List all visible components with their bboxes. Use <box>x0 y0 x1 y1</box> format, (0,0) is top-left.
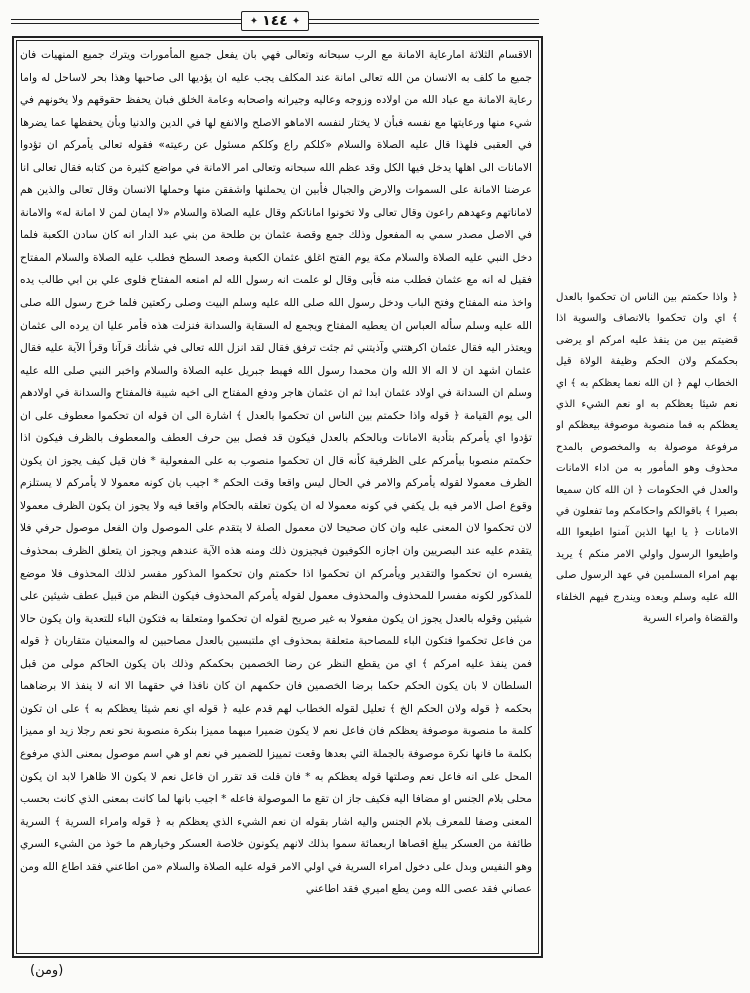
main-commentary-text <box>20 44 532 946</box>
header-rule-left <box>11 19 241 24</box>
page-number: ١٤٤ <box>262 13 288 29</box>
page-header <box>0 8 550 34</box>
header-rule-right <box>309 19 539 24</box>
margin-paragraph: ﴿ واذا حكمتم بين الناس ان تحكموا بالعدل ﴾ اي وان تحكموا بالانصاف والسوية اذا قضيتم بين من ينفذ عليه امركم او يرضى بحكمكم ولان الحكم وظيفة الولاة قيل الخطاب لهم ﴿ ان الله نعما يعظكم به ﴾ اي نعم شيئا يعظكم به او نعم الشيء الذي يعظكم به فما منصوبة موصوفة بيعظكم او مرفوعة موصولة به والمخصوص بالمدح محذوف وهو المأمور به من اداء الامانات والعدل في الحكومات ﴿ ان الله كان سميعا بصيرا ﴾ باقوالكم واحكامكم وما تفعلون في الامانات ﴿ يا ايها الذين آمنوا اطيعوا الله واطيعوا الرسول واولي الامر منكم ﴾ يريد بهم امراء المسلمين في عهد الرسول صلى الله عليه وسلم وبعده ويندرج فيهم الخلفاء والقضاة وامراء السرية <box>556 292 738 625</box>
main-paragraph: الاقسام الثلاثة امارعاية الامانة مع الرب سبحانه وتعالى فهي بان يفعل جميع المأمورات ويترك جميع المنهيات فان جميع ما كلف به الانسان من الله تعالى امانة عند المكلف يجب عليه ان يؤديها الى صاحبها وهذا بحر لاساحل له واما رعاية الامانة مع عباد الله من اولاده وزوجه وعاليه وجيرانه واصحابه وعامة الخلق فبان يحفظ حقوقهم ولا يخونهم في شيء منها ورعايتها مع نفسه فبأن لا يختار لنفسه الاماهو الاصلح والانفع لها في الدين والدنيا وبأن يحفظها عما يضرها في العقبى فلهذا قال عليه الصلاة والسلام «كلكم راع وكلكم مسئول عن رعيته» فقوله تعالى يأمركم ان تؤدوا الامانات الى اهلها يدخل فيها الكل وقد عظم الله سبحانه وتعالى امر الامانة في مواضع كثيرة من كتابه فقال تعالى انا عرضنا الامانة على السموات والارض والجبال فأبين ان يحملنها واشفقن منها وحملها الانسان وقال تعالى والذين هم لاماناتهم وعهدهم راعون وقال تعالى ولا تخونوا اماناتكم وقال عليه الصلاة والسلام «لا ايمان لمن لا امانة له» والامانة في الاصل مصدر سمي به المفعول وذلك جمع وقصة عثمان بن طلحة من بني عبد الدار انه كان سادن الكعبة فلما دخل النبي عليه الصلاة والسلام مكة يوم الفتح اغلق عثمان الكعبة وصعد السطح فطلب عليه الصلاة والسلام المفتاح فقيل له انه مع عثمان فطلب منه فأبى وقال لو علمت انه رسول الله لم امنعه المفتاح فلوى علي بن ابي طالب يده واخذ منه المفتاح وفتح الباب ودخل رسول الله صلى الله عليه وسلم البيت وصلى ركعتين فلما خرج رسول الله صلى الله عليه وسلم سأله العباس ان يعطيه المفتاح ويجمع له السقاية والسدانة فنزلت هذه فأمر عليا ان يرده الى عثمان ويعتذر اليه فقال عثمان اكرهتني وآذيتني ثم جئت ترفق فقال لقد انزل الله تعالى في شأنك قرآنا وقرأ الآية عليه فقال عثمان اشهد ان لا اله الا الله وان محمدا رسول الله فهبط جبريل عليه الصلاة والسلام واخبر النبي صلى الله عليه وسلم ان السدانة في اولاد عثمان ابدا ثم ان عثمان هاجر ودفع المفتاح الى اخيه شيبة فالمفتاح والسدانة في اولادهم الى يوم القيامة ﴿ قوله واذا حكمتم بين الناس ان تحكموا بالعدل ﴾ اشارة الى ان قوله ان تحكموا معطوف على ان تؤدوا اي يأمركم بتأدية الامانات وبالحكم بالعدل فيكون قد فصل بين حرف العطف والمعطوف بالظرف فيكون اذا حكمتم منصوبا بيأمركم على الظرفية كأنه قال ان تحكموا منصوب به على المفعولية * فان قيل كيف يجوز ان يكون الظرف معمولا لقوله يأمركم والامر في الحال ليس واقعا وقت الحكم * اجيب بان كونه معمولا لا يأمركم لا يستلزم وقوع اصل الامر فيه بل يكفي في كونه معمولا له ان يكون تعلقه بالحكام واقعا فيه ولا يجوز ان يكون الظرف معمولا لان تحكموا لان المعنى عليه وان كان صحيحا لان معمول الصلة لا يتقدم على الموصول وان الفعل موصول حرفي فلا يتقدم عليه عند البصريين وان اجازه الكوفيون فيجيزون ذلك ومنه هذه الآية عندهم ويجوز ان يتعلق الظرف بمحذوف يفسره ان تحكموا والتقدير ويأمركم ان تحكموا اذا حكمتم وان تحكموا المذكور مفسر لذلك المحذوف فلا موضع للمذكور لكونه مفسرا للمحذوف والمحذوف معمول لقوله يأمركم المحذوف فيكون النظم من قبيل عطف شيئين على شيئين وقوله بالعدل يجوز ان يكون مفعولا به غير صريح لقوله ان تحكموا ومتعلقا به فتكون الباء للتعدية وان يكون حالا من فاعل تحكموا فتكون الباء للمصاحبة متعلقة بمحذوف اي ملتبسين بالعدل مصاحبين له والمعنيان متقاربان ﴿ قوله فمن ينفذ عليه امركم ﴾ اي من يقطع النظر عن رضا الخصمين بحكمكم وذلك بان يكون الحاكم مولى من قبل السلطان لا بان يكون الحكم حكما برضا الخصمين فان حكمهم ان كان نافذا في حقهما الا انه لا ينفذ الا برضاهما بحكمه ﴿ قوله ولان الحكم الخ ﴾ تعليل لقوله الخطاب لهم قدم عليه ﴿ قوله اي نعم شيئا يعظكم به ﴾ على ان تكون كلمة ما منصوبة موصوفة يعظكم فان فاعل نعم لا يكون ضميرا مبهما مميزا بنكرة منصوبة نحو نعم رجلا زيد او مميزا بكلمة ما فانها نكرة موصوفة بالجملة التي بعدها وقعت تمييزا للضمير في نعم او هي اسم موصول بمعنى الذي مرفوع المحل على انه فاعل نعم وصلتها قوله يعظكم به * فان قلت قد تقرر ان فاعل نعم لا يكون الا ظاهرا لابد ان يكون محلى بلام الجنس او مضافا اليه فكيف جاز ان تقع ما الموصولة فاعله * اجيب بانها لما كانت بمعنى الذي كانت بحسب المعنى وصفا للمعرف بلام الجنس واليه اشار بقوله ان نعم الشيء الذي يعظكم به ﴿ قوله وامراء السرية ﴾ السرية طائفة من العسكر يبلغ اقصاها اربعمائة سموا بذلك لانهم يكونون خلاصة العسكر وخيارهم ما خوذ من الشيء السري وهو النفيس وبدل على دخول امراء السرية في اولي الامر قوله عليه الصلاة والسلام «من اطاعني فقد اطاع الله ومن عصاني فقد عصى الله ومن يطع اميري فقد اطاعني <box>20 48 532 896</box>
ornament-icon: ✦ <box>249 15 259 27</box>
ornament-icon: ✦ <box>291 15 301 27</box>
page-number-box <box>241 11 309 31</box>
catchword: (ومن) <box>30 963 64 978</box>
margin-tafsir-text <box>556 287 738 667</box>
